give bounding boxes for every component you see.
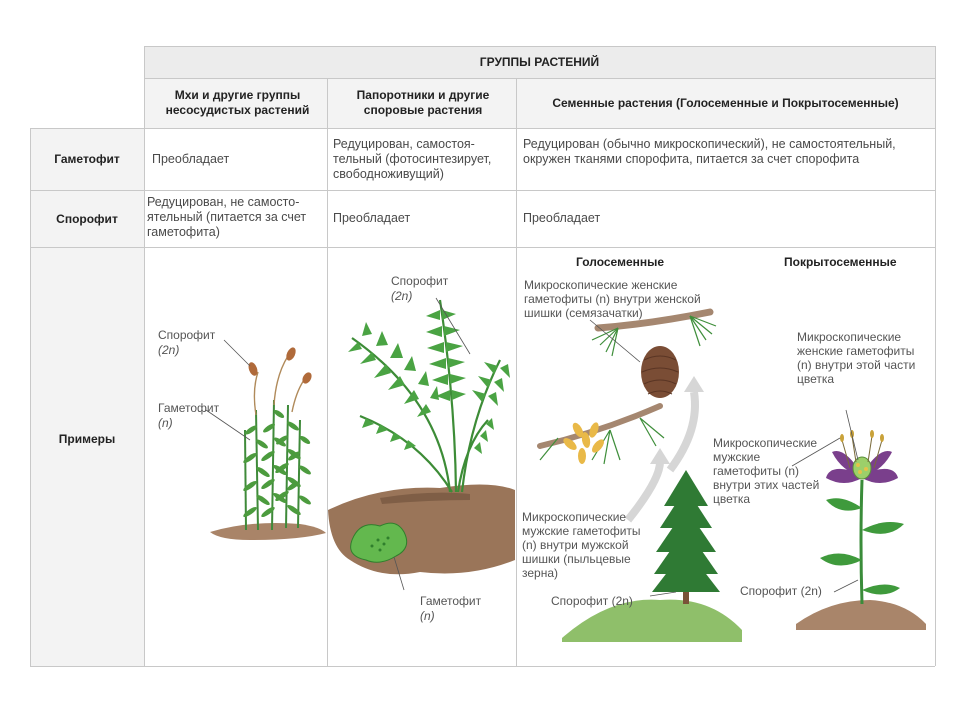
angiosperm-sporophyte-label: Спорофит (2n) xyxy=(740,584,822,598)
gymnosperm-title: Голосеменные xyxy=(576,255,665,269)
moss-illustration xyxy=(206,340,326,540)
gymnosperm-male-label: Микроскопические мужские гаметофиты (n) внутри мужской шишки (пыльцевые зерна) xyxy=(522,510,641,580)
column-header-moss: Мхи и другие группы несосудистых растений xyxy=(165,88,310,117)
cell-gametophyte-fern: Редуцирован, самостоя-тельный (фотосинтезирует, свободноживущий) xyxy=(333,137,492,181)
angiosperm-male-label: Микроскопические мужские гаметофиты (n) внутри этих частей цветка xyxy=(713,436,820,506)
angiosperm-female-label: Микроскопические женские гаметофиты (n) внутри этой части цветка xyxy=(797,330,916,386)
cell-sporophyte-fern: Преобладает xyxy=(333,211,411,225)
row-label-examples: Примеры xyxy=(58,432,116,446)
column-header-seed: Семенные растения (Голосеменные и Покрытосеменные) xyxy=(552,96,899,110)
gymnosperm-illustration xyxy=(540,312,742,642)
cell-gametophyte-seed: Редуцирован (обычно микроскопический), не самостоятельный, окружен тканями спорофита, питается за счет спорофита xyxy=(523,137,896,166)
cell-sporophyte-seed: Преобладает xyxy=(523,211,601,225)
moss-gametophyte-label: Гаметофит xyxy=(158,401,220,415)
fern-gametophyte-ploidy: (n) xyxy=(420,609,435,623)
fern-sporophyte-label: Спорофит xyxy=(391,274,449,288)
cell-sporophyte-moss: Редуцирован, не самосто-ятельный (питается за счет гаметофита) xyxy=(147,195,307,239)
gymnosperm-sporophyte-label: Спорофит (2n) xyxy=(551,594,633,608)
moss-sporophyte-ploidy: (2n) xyxy=(158,343,180,357)
column-header-fern: Папоротники и другие споровые растения xyxy=(356,88,490,117)
cell-gametophyte-moss: Преобладает xyxy=(152,152,230,166)
moss-gametophyte-ploidy: (n) xyxy=(158,416,173,430)
row-label-gametophyte: Гаметофит xyxy=(54,152,120,166)
row-label-sporophyte: Спорофит xyxy=(56,212,118,226)
angiosperm-title: Покрытосеменные xyxy=(784,255,897,269)
fern-illustration xyxy=(328,298,515,590)
gymnosperm-female-label: Микроскопические женские гаметофиты (n) внутри женской шишки (семязачатки) xyxy=(524,278,701,320)
moss-sporophyte-label: Спорофит xyxy=(158,328,216,342)
fern-gametophyte-label: Гаметофит xyxy=(420,594,482,608)
table-title: ГРУППЫ РАСТЕНИЙ xyxy=(479,55,600,69)
fern-sporophyte-ploidy: (2n) xyxy=(391,289,413,303)
